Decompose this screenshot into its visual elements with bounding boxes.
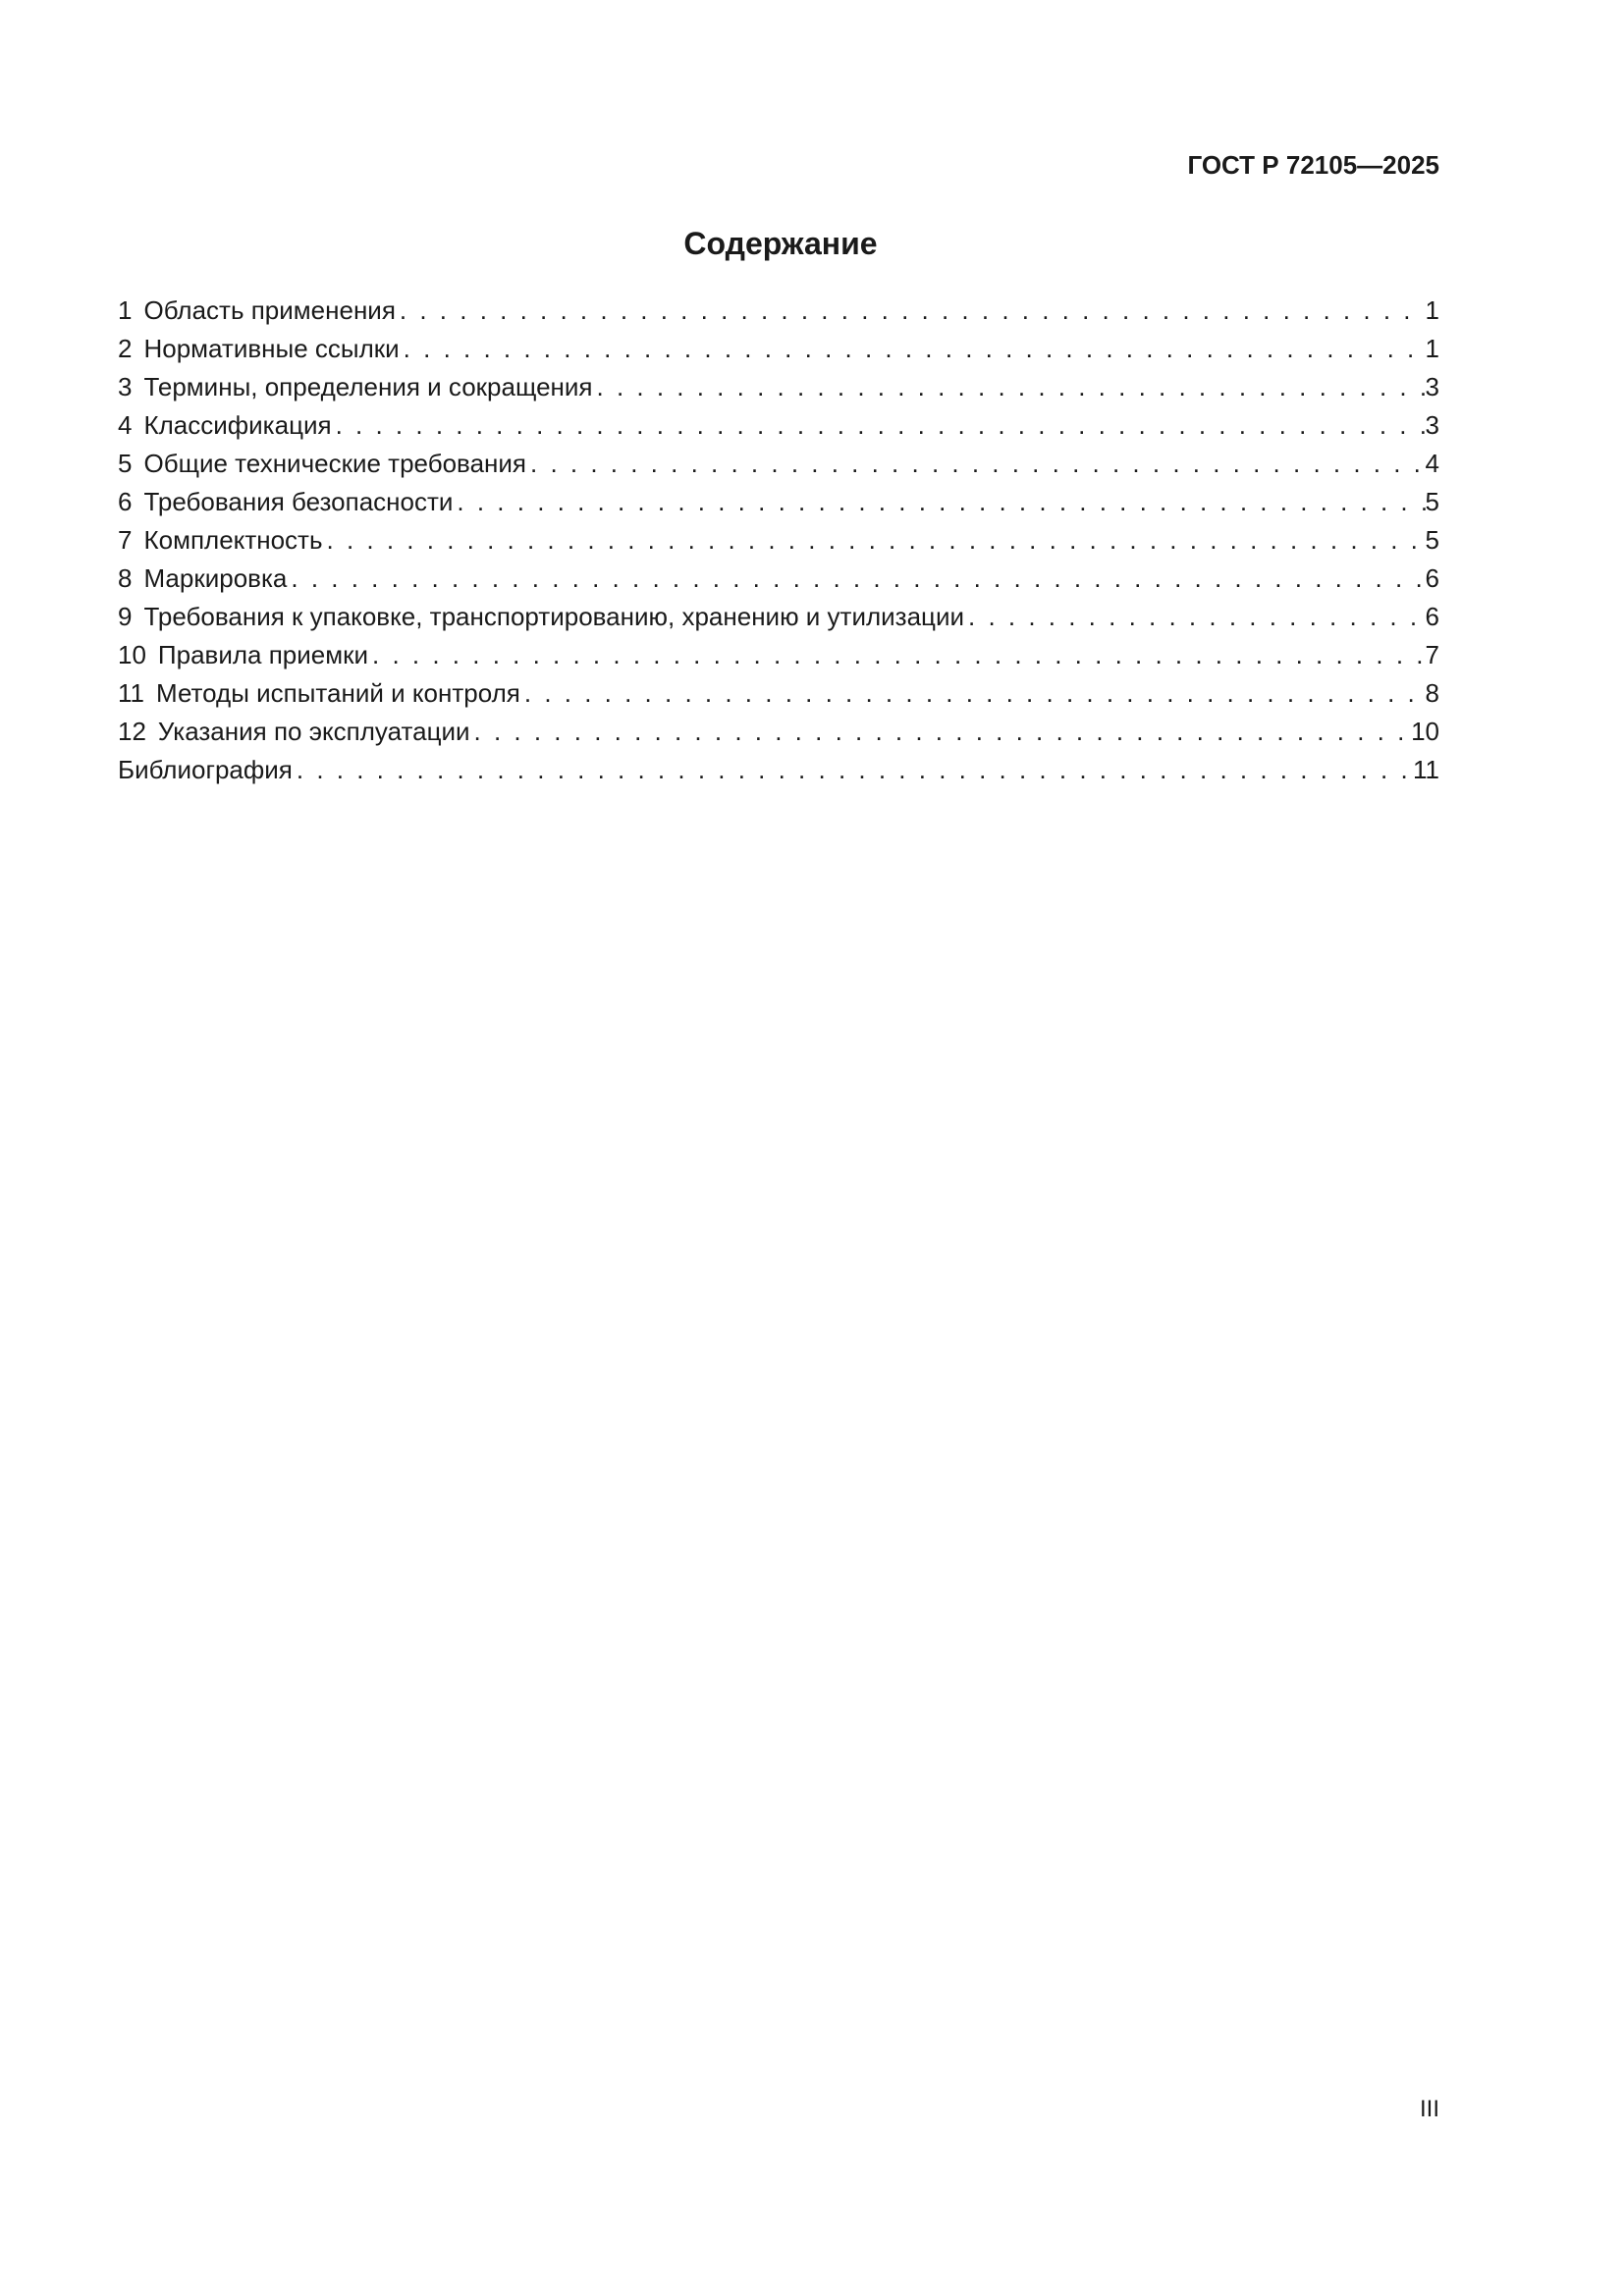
- dot-leader: [332, 407, 1426, 443]
- toc-entry-number: 12: [118, 717, 146, 746]
- dot-leader: [964, 599, 1426, 634]
- toc-entry-number: 7: [118, 525, 133, 555]
- dot-leader: [287, 561, 1425, 596]
- toc-entry-number: 1: [118, 295, 133, 325]
- toc-entry-page: 8: [1425, 678, 1439, 708]
- toc-entry-number: 5: [118, 449, 133, 478]
- toc-entry-title: Требования безопасности: [143, 487, 454, 516]
- toc-entry-page: 3: [1425, 372, 1439, 401]
- toc-entry-page: 5: [1425, 487, 1439, 516]
- toc-entry-2[interactable]: [118, 331, 1439, 369]
- toc-entry-number: 8: [118, 563, 133, 593]
- dot-leader: [400, 331, 1426, 366]
- dot-leader: [396, 293, 1426, 328]
- toc-entry-title: Библиография: [118, 755, 293, 784]
- dot-leader: [526, 446, 1426, 481]
- toc-entry-6[interactable]: [118, 484, 1439, 522]
- toc-entry-title: Указания по эксплуатации: [157, 717, 470, 746]
- toc-entry-10[interactable]: [118, 637, 1439, 675]
- toc-entry-page: 1: [1425, 295, 1439, 325]
- toc-entry-3[interactable]: [118, 369, 1439, 407]
- dot-leader: [368, 637, 1426, 672]
- toc-entry-number: 11: [118, 678, 144, 708]
- toc-entry-page: 3: [1425, 410, 1439, 440]
- toc-entry-11[interactable]: [118, 675, 1439, 714]
- toc-entry-5[interactable]: [118, 446, 1439, 484]
- toc-entry-number: 4: [118, 410, 133, 440]
- toc-entry-9[interactable]: [118, 599, 1439, 637]
- table-of-contents: [118, 293, 1439, 790]
- toc-entry-7[interactable]: [118, 522, 1439, 561]
- toc-entry-title: Термины, определения и сокращения: [143, 372, 593, 401]
- toc-entry-title: Нормативные ссылки: [143, 334, 400, 363]
- dot-leader: [470, 714, 1412, 749]
- dot-leader: [453, 484, 1425, 519]
- dot-leader: [323, 522, 1426, 558]
- toc-entry-8[interactable]: [118, 561, 1439, 599]
- toc-entry-page: 5: [1425, 525, 1439, 555]
- toc-entry-page: 11: [1413, 755, 1439, 784]
- toc-entry-page: 10: [1411, 717, 1439, 746]
- toc-entry-page: 6: [1425, 563, 1439, 593]
- toc-entry-title: Маркировка: [143, 563, 288, 593]
- document-code: ГОСТ Р 72105—2025: [1187, 150, 1439, 180]
- dot-leader: [520, 675, 1426, 711]
- toc-heading: Содержание: [683, 226, 878, 261]
- toc-entry-page: 7: [1425, 640, 1439, 669]
- toc-entry-page: 1: [1425, 334, 1439, 363]
- toc-entry-number: 10: [118, 640, 146, 669]
- toc-entry-title: Правила приемки: [157, 640, 369, 669]
- toc-entry-title: Общие технические требования: [143, 449, 526, 478]
- toc-entry-title: Классификация: [143, 410, 332, 440]
- toc-entry-4[interactable]: [118, 407, 1439, 446]
- toc-entry-12[interactable]: [118, 714, 1439, 752]
- toc-entry-title: Требования к упаковке, транспортированию, хранению и утилизации: [143, 602, 964, 631]
- toc-entry-bibliography[interactable]: [118, 752, 1439, 790]
- toc-entry-page: 6: [1425, 602, 1439, 631]
- toc-entry-title: Методы испытаний и контроля: [156, 678, 520, 708]
- toc-entry-number: 6: [118, 487, 133, 516]
- toc-entry-1[interactable]: [118, 293, 1439, 331]
- page-number: III: [1419, 2096, 1439, 2122]
- dot-leader: [593, 369, 1426, 404]
- toc-entry-page: 4: [1425, 449, 1439, 478]
- toc-entry-number: 9: [118, 602, 133, 631]
- toc-entry-number: 3: [118, 372, 133, 401]
- toc-entry-title: Область применения: [143, 295, 396, 325]
- toc-entry-number: 2: [118, 334, 133, 363]
- dot-leader: [293, 752, 1413, 787]
- toc-entry-title: Комплектность: [143, 525, 323, 555]
